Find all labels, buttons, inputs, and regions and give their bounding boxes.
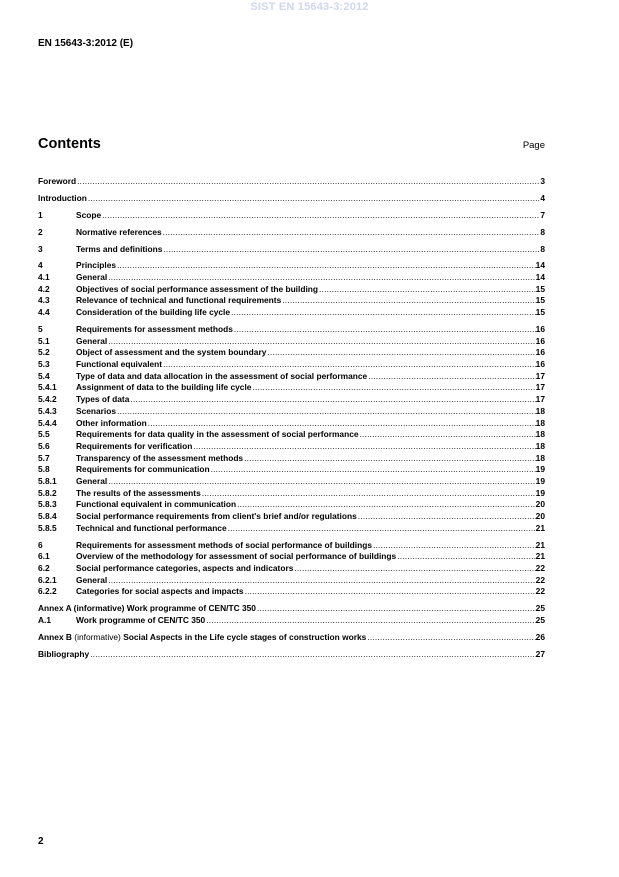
toc-entry-page: 8 bbox=[540, 243, 545, 254]
toc-entry-page: 20 bbox=[535, 499, 545, 510]
toc-entry-page: 18 bbox=[535, 417, 545, 428]
toc-entry-title: Technical and functional performance bbox=[76, 522, 227, 533]
toc-entry-title: Overview of the methodology for assessment of social performance of buildings bbox=[76, 551, 397, 562]
dot-leader bbox=[162, 244, 540, 256]
toc-entry[interactable] bbox=[38, 336, 545, 348]
toc-entry[interactable] bbox=[38, 284, 545, 296]
toc-entry-number: 5.4.3 bbox=[38, 405, 57, 416]
dot-leader bbox=[396, 551, 535, 563]
toc-entry[interactable] bbox=[38, 406, 545, 418]
toc-entry[interactable] bbox=[38, 540, 545, 552]
toc-entry-number: 5 bbox=[38, 324, 43, 334]
toc-entry-page: 26 bbox=[535, 631, 545, 642]
toc-entry-page: 14 bbox=[535, 272, 545, 283]
toc-entry-page: 15 bbox=[535, 307, 545, 318]
toc-entry[interactable] bbox=[38, 453, 545, 465]
toc-entry-page: 19 bbox=[535, 487, 545, 498]
toc-entry[interactable] bbox=[38, 499, 545, 511]
toc-entry-number: 5.5 bbox=[38, 429, 50, 440]
toc-entry[interactable] bbox=[38, 272, 545, 284]
toc-entry-title: Consideration of the building life cycle bbox=[76, 307, 231, 318]
toc-entry-page: 7 bbox=[540, 209, 545, 220]
toc-entry[interactable] bbox=[38, 649, 545, 661]
dot-leader bbox=[107, 575, 535, 587]
toc-entry-number: 6.1 bbox=[38, 551, 50, 562]
toc-entry-title: Requirements for verification bbox=[76, 440, 193, 451]
toc-entry-title: Functional equivalent bbox=[76, 359, 163, 370]
toc-entry-title: The results of the assessments bbox=[76, 487, 201, 498]
document-id: EN 15643-3:2012 (E) bbox=[38, 38, 134, 49]
toc-entry-page: 27 bbox=[535, 648, 545, 659]
dot-leader bbox=[366, 632, 535, 644]
dot-leader bbox=[162, 227, 541, 239]
toc-entry-page: 25 bbox=[535, 614, 545, 625]
dot-leader bbox=[210, 464, 536, 476]
toc-entry-number: 4.1 bbox=[38, 272, 50, 283]
toc-entry-page: 21 bbox=[535, 551, 545, 562]
toc-entry-title: Other information bbox=[76, 417, 147, 428]
toc-entry[interactable] bbox=[38, 551, 545, 563]
dot-leader bbox=[367, 371, 535, 383]
toc-entry-page: 25 bbox=[535, 603, 545, 614]
dot-leader bbox=[233, 324, 536, 336]
toc-entry-title: Type of data and data allocation in the assessment of social performance bbox=[76, 370, 368, 381]
dot-leader bbox=[318, 284, 536, 296]
toc-entry-page: 21 bbox=[535, 539, 545, 550]
toc-entry[interactable] bbox=[38, 418, 545, 430]
toc-entry-number: 5.8.3 bbox=[38, 499, 57, 510]
toc-entry-title: Categories for social aspects and impacts bbox=[76, 586, 244, 597]
toc-entry[interactable] bbox=[38, 359, 545, 371]
toc-entry-number: 5.2 bbox=[38, 347, 50, 358]
toc-entry-title: Social performance categories, aspects and indicators bbox=[76, 562, 294, 573]
toc-entry-page: 18 bbox=[535, 429, 545, 440]
toc-entry[interactable] bbox=[38, 347, 545, 359]
toc-entry-page: 19 bbox=[535, 464, 545, 475]
dot-leader bbox=[101, 210, 540, 222]
toc-entry[interactable] bbox=[38, 244, 545, 256]
toc-entry[interactable] bbox=[38, 563, 545, 575]
toc-entry-number: 6.2.1 bbox=[38, 574, 57, 585]
toc-entry-title: Objectives of social performance assessment of the building bbox=[76, 283, 319, 294]
toc-entry-page: 8 bbox=[540, 226, 545, 237]
dot-leader bbox=[76, 176, 540, 188]
toc-entry[interactable] bbox=[38, 441, 545, 453]
toc-entry-page: 15 bbox=[535, 283, 545, 294]
dot-leader bbox=[357, 511, 536, 523]
toc-entry-page: 15 bbox=[535, 295, 545, 306]
dot-leader bbox=[162, 359, 536, 371]
toc-entry-page: 16 bbox=[535, 359, 545, 370]
toc-entry-title: Transparency of the assessment methods bbox=[76, 452, 244, 463]
toc-entry-title: Work programme of CEN/TC 350 bbox=[76, 614, 206, 625]
toc-entry-page: 4 bbox=[540, 192, 545, 203]
toc-entry-page: 18 bbox=[535, 440, 545, 451]
dot-leader bbox=[129, 394, 535, 406]
toc-entry-number: 4.2 bbox=[38, 283, 50, 294]
toc-entry-title: Requirements for data quality in the assessment of social performance bbox=[76, 429, 359, 440]
toc-entry-title: Relevance of technical and functional requirements bbox=[76, 295, 282, 306]
dot-leader bbox=[281, 295, 535, 307]
toc-entry-title: General bbox=[76, 335, 108, 346]
toc-entry-title: Scope bbox=[76, 209, 102, 220]
dot-leader bbox=[107, 336, 535, 348]
toc-entry[interactable] bbox=[38, 511, 545, 523]
dot-leader bbox=[192, 441, 535, 453]
toc-entry-title: General bbox=[76, 475, 108, 486]
toc-entry-number: 5.8.5 bbox=[38, 522, 57, 533]
toc-entry-title: Social performance requirements from client's brief and/or regulations bbox=[76, 511, 357, 521]
toc-entry-number: 5.3 bbox=[38, 359, 50, 370]
toc-entry[interactable] bbox=[38, 371, 545, 383]
dot-leader bbox=[256, 603, 536, 615]
dot-leader bbox=[244, 586, 536, 598]
toc-entry[interactable] bbox=[38, 586, 545, 598]
toc-entry-page: 22 bbox=[535, 562, 545, 573]
dot-leader bbox=[205, 615, 535, 627]
dot-leader bbox=[147, 418, 536, 430]
dot-leader bbox=[116, 260, 536, 272]
dot-leader bbox=[201, 488, 536, 500]
toc-entry-number: 5.4.1 bbox=[38, 382, 57, 393]
dot-leader bbox=[107, 272, 535, 284]
toc-entry-title: Requirements for assessment methods bbox=[76, 324, 233, 334]
dot-leader bbox=[227, 523, 536, 535]
toc-entry-title: Assignment of data to the building life cycle bbox=[76, 382, 252, 393]
toc-entry-number: 5.8 bbox=[38, 464, 50, 475]
toc-entry-title: Terms and definitions bbox=[76, 243, 163, 254]
toc-entry-number: 5.4 bbox=[38, 370, 50, 381]
toc-entry-page: 21 bbox=[535, 522, 545, 533]
toc-entry[interactable] bbox=[38, 307, 545, 319]
toc-entry-title: Foreword bbox=[38, 176, 77, 186]
toc-entry-number: 5.8.4 bbox=[38, 511, 57, 521]
toc-entry[interactable] bbox=[38, 324, 545, 336]
toc-entry-page: 17 bbox=[535, 394, 545, 405]
toc-entry-title: Scenarios bbox=[76, 405, 117, 416]
toc-entry[interactable] bbox=[38, 615, 545, 627]
toc-entry[interactable] bbox=[38, 210, 545, 222]
page-number: 2 bbox=[38, 836, 44, 847]
toc-entry[interactable] bbox=[38, 603, 545, 615]
toc-entry-number: 5.4.2 bbox=[38, 394, 57, 405]
toc-entry-title: Functional equivalent in communication bbox=[76, 499, 237, 510]
toc-entry[interactable] bbox=[38, 295, 545, 307]
toc-entry-page: 22 bbox=[535, 574, 545, 585]
toc-entry-page: 14 bbox=[535, 260, 545, 271]
toc-entry-number: 4.3 bbox=[38, 295, 50, 306]
dot-leader bbox=[107, 476, 535, 488]
toc-entry-number: 4 bbox=[38, 260, 43, 271]
toc-entry-title: Principles bbox=[76, 260, 117, 271]
toc-entry[interactable] bbox=[38, 488, 545, 500]
toc-entry-number: 5.1 bbox=[38, 335, 50, 346]
toc-entry-number: 5.4.4 bbox=[38, 417, 57, 428]
dot-leader bbox=[243, 453, 536, 465]
toc-entry-number: 6.2 bbox=[38, 562, 50, 573]
toc-entry-page: 16 bbox=[535, 335, 545, 346]
toc-entry-number: 4.4 bbox=[38, 307, 50, 318]
dot-leader bbox=[266, 347, 535, 359]
toc-entry[interactable] bbox=[38, 464, 545, 476]
toc-entry-number: 6.2.2 bbox=[38, 586, 57, 597]
toc-entry[interactable] bbox=[38, 260, 545, 272]
toc-entry[interactable] bbox=[38, 193, 545, 205]
dot-leader bbox=[230, 307, 536, 319]
watermark: SIST EN 15643-3:2012 bbox=[250, 1, 369, 13]
dot-leader bbox=[89, 649, 535, 661]
toc-entry-title: General bbox=[76, 272, 108, 283]
toc-entry-title: Object of assessment and the system boundary bbox=[76, 347, 267, 358]
toc-entry-title: General bbox=[76, 574, 108, 585]
toc-entry-page: 16 bbox=[535, 347, 545, 358]
table-of-contents bbox=[38, 176, 545, 660]
dot-leader bbox=[359, 429, 536, 441]
toc-entry-title: Bibliography bbox=[38, 648, 90, 659]
contents-heading: Contents bbox=[38, 136, 101, 152]
toc-entry[interactable] bbox=[38, 575, 545, 587]
dot-leader bbox=[293, 563, 535, 575]
toc-entry-number: 6 bbox=[38, 539, 43, 550]
dot-leader bbox=[251, 382, 535, 394]
toc-entry-page: 22 bbox=[535, 586, 545, 597]
toc-entry-title: Normative references bbox=[76, 226, 162, 237]
toc-entry[interactable] bbox=[38, 523, 545, 535]
toc-entry-title: Introduction bbox=[38, 192, 87, 203]
dot-leader bbox=[236, 499, 536, 511]
toc-entry-page: 3 bbox=[540, 176, 545, 186]
toc-entry[interactable] bbox=[38, 394, 545, 406]
toc-entry-page: 16 bbox=[535, 324, 545, 334]
dot-leader bbox=[372, 540, 536, 552]
toc-entry[interactable] bbox=[38, 476, 545, 488]
toc-entry[interactable] bbox=[38, 227, 545, 239]
toc-entry-number: 1 bbox=[38, 209, 43, 220]
toc-entry[interactable] bbox=[38, 632, 545, 644]
toc-entry-number: 3 bbox=[38, 243, 43, 254]
toc-entry-number: 5.8.2 bbox=[38, 487, 57, 498]
toc-entry-title: Types of data bbox=[76, 394, 130, 405]
toc-entry-number: 2 bbox=[38, 226, 43, 237]
dot-leader bbox=[87, 193, 540, 205]
toc-entry[interactable] bbox=[38, 429, 545, 441]
toc-entry-number: A.1 bbox=[38, 614, 52, 625]
toc-entry[interactable] bbox=[38, 176, 545, 188]
toc-entry-number: 5.6 bbox=[38, 440, 50, 451]
toc-entry-page: 18 bbox=[535, 452, 545, 463]
toc-entry-page: 18 bbox=[535, 405, 545, 416]
toc-entry-page: 17 bbox=[535, 382, 545, 393]
toc-entry-page: 17 bbox=[535, 370, 545, 381]
toc-entry-number: 5.8.1 bbox=[38, 475, 57, 486]
toc-entry[interactable] bbox=[38, 382, 545, 394]
page-column-label: Page bbox=[522, 140, 545, 151]
toc-entry-page: 20 bbox=[535, 511, 545, 521]
toc-entry-title: Annex A (informative) Work programme of CEN/TC 350 bbox=[38, 603, 256, 614]
toc-entry-page: 19 bbox=[535, 475, 545, 486]
dot-leader bbox=[116, 406, 536, 418]
toc-entry-title: Requirements for communication bbox=[76, 464, 210, 475]
toc-entry-number: 5.7 bbox=[38, 452, 50, 463]
toc-entry-title: Annex B (informative) Social Aspects in the Life cycle stages of construction works bbox=[38, 631, 367, 642]
toc-entry-title: Requirements for assessment methods of social performance of buildings bbox=[76, 539, 372, 550]
